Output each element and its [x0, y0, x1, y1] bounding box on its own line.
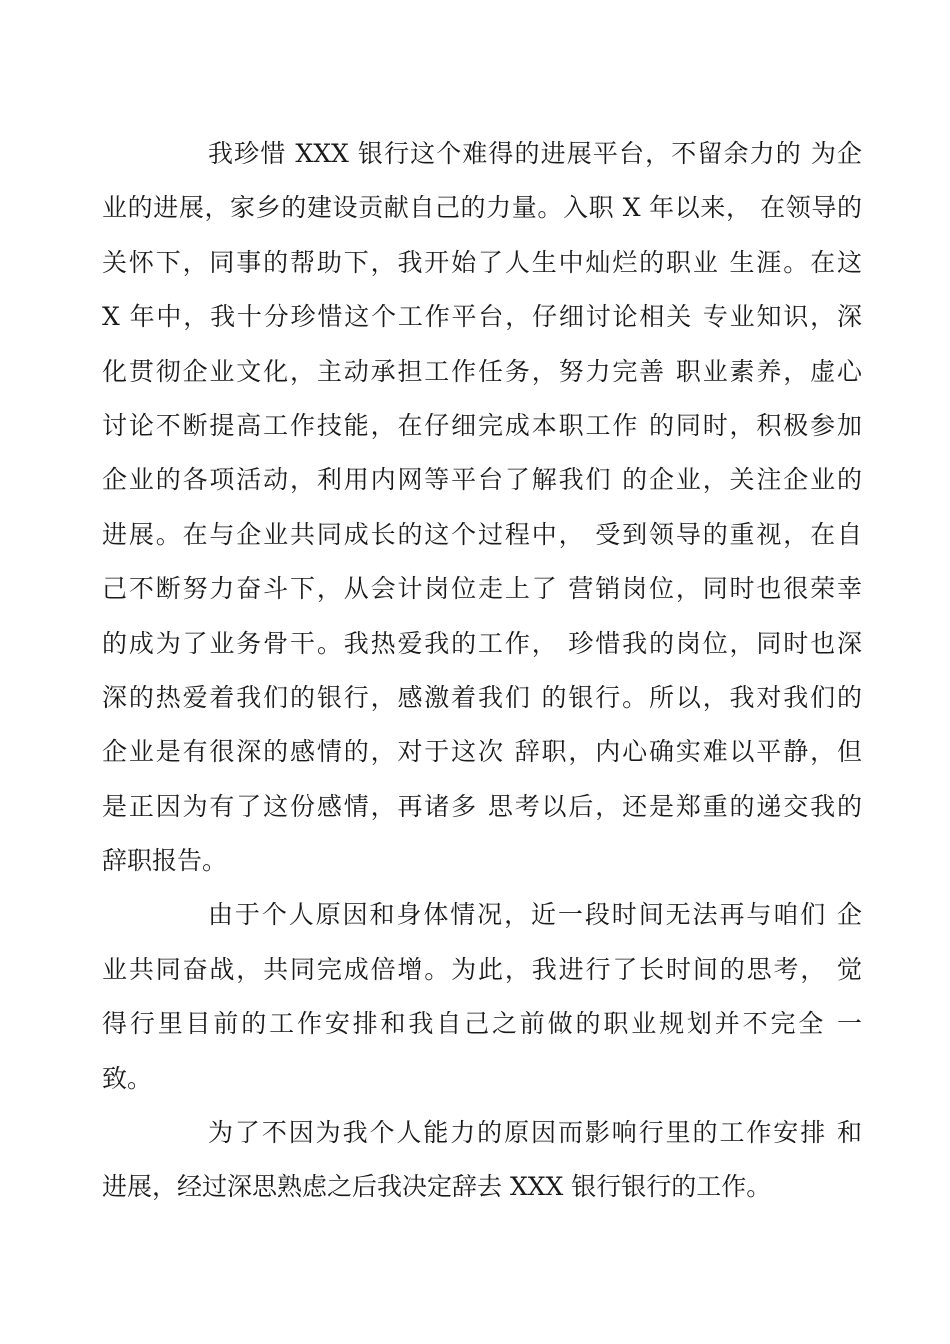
text-line: 进展。在与企业共同成长的这个过程中， 受到领导的重视，在自 [102, 519, 862, 549]
text-line: X 年中，我十分珍惜这个工作平台，仔细讨论相关 专业知识，深 [102, 302, 862, 332]
paragraph-2 [102, 888, 862, 1106]
text-line: 是正因为有了这份感情，再诸多 思考以后，还是郑重的递交我的 [102, 791, 862, 821]
document-body [102, 127, 862, 1215]
text-line: 由于个人原因和身体情况，近一段时间无法再与咱们 企 [208, 900, 862, 930]
text-line: 企业是有很深的感情的，对于这次 辞职，内心确实难以平静，但 [102, 737, 862, 767]
text-line: 己不断努力奋斗下，从会计岗位走上了 营销岗位，同时也很荣幸 [102, 574, 862, 604]
text-line: 辞职报告。 [102, 846, 228, 876]
text-line: 进展，经过深思熟虑之后我决定辞去 XXX 银行银行的工作。 [102, 1172, 772, 1202]
text-line: 为了不因为我个人能力的原因而影响行里的工作安排 和 [208, 1118, 862, 1148]
text-line: 致。 [102, 1063, 153, 1093]
text-line: 业共同奋战，共同完成倍增。为此，我进行了长时间的思考， 觉 [102, 954, 862, 984]
text-line: 深的热爱着我们的银行，感激着我们 的银行。所以，我对我们的 [102, 682, 862, 712]
text-line: 我珍惜 XXX 银行这个难得的进展平台，不留余力的 为企 [208, 139, 862, 168]
paragraph-1 [102, 127, 862, 888]
text-line: 的成为了业务骨干。我热爱我的工作， 珍惜我的岗位，同时也深 [102, 628, 862, 658]
text-line: 企业的各项活动，利用内网等平台了解我们 的企业，关注企业的 [102, 465, 862, 495]
text-line: 讨论不断提高工作技能，在仔细完成本职工作 的同时，积极参加 [102, 410, 862, 440]
paragraph-3 [102, 1106, 862, 1215]
text-line: 关怀下，同事的帮助下，我开始了人生中灿烂的职业 生涯。在这 [102, 247, 862, 277]
text-line: 化贯彻企业文化，主动承担工作任务，努力完善 职业素养，虚心 [102, 356, 862, 386]
text-line: 业的进展，家乡的建设贡献自己的力量。入职 X 年以来， 在领导的 [102, 193, 862, 223]
text-line: 得行里目前的工作安排和我自己之前做的职业规划并不完全 一 [102, 1009, 862, 1039]
